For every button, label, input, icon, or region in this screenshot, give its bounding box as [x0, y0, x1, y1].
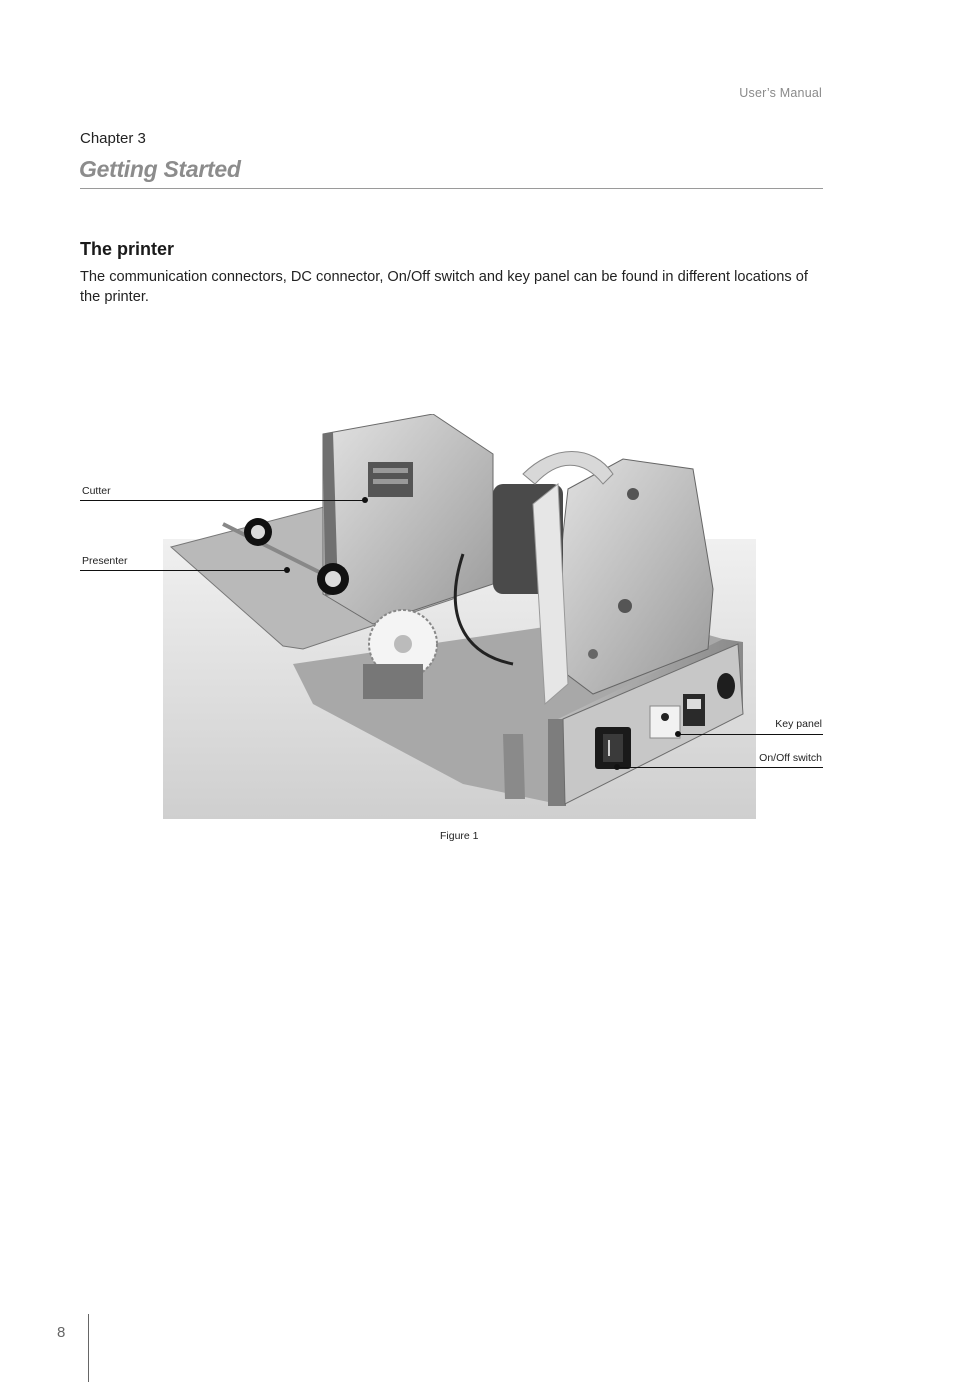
callout-dot-cutter [362, 497, 368, 503]
callout-line-presenter [80, 570, 287, 571]
callout-label-key-panel: Key panel [775, 718, 822, 730]
callout-label-cutter: Cutter [82, 485, 111, 497]
chapter-label: Chapter 3 [80, 130, 146, 147]
callout-dot-key-panel [675, 731, 681, 737]
callout-line-key-panel [678, 734, 823, 735]
callout-dot-presenter [284, 567, 290, 573]
page-number: 8 [57, 1324, 66, 1341]
section-body-text: The communication connectors, DC connector, On/Off switch and key panel can be found in different locations of the printer. [80, 269, 808, 305]
section-heading: The printer [80, 239, 175, 259]
callout-line-cutter [80, 500, 365, 501]
figure-caption: Figure 1 [440, 830, 479, 842]
callout-line-on-off-switch [617, 767, 823, 768]
title-divider [80, 188, 823, 189]
running-header: User’s Manual [739, 86, 822, 100]
callout-label-presenter: Presenter [82, 555, 128, 567]
callout-dot-on-off-switch [614, 764, 620, 770]
footer-divider [88, 1314, 89, 1382]
callout-label-on-off-switch: On/Off switch [759, 752, 822, 764]
printer-photo [163, 414, 756, 819]
chapter-title: Getting Started [79, 156, 241, 182]
